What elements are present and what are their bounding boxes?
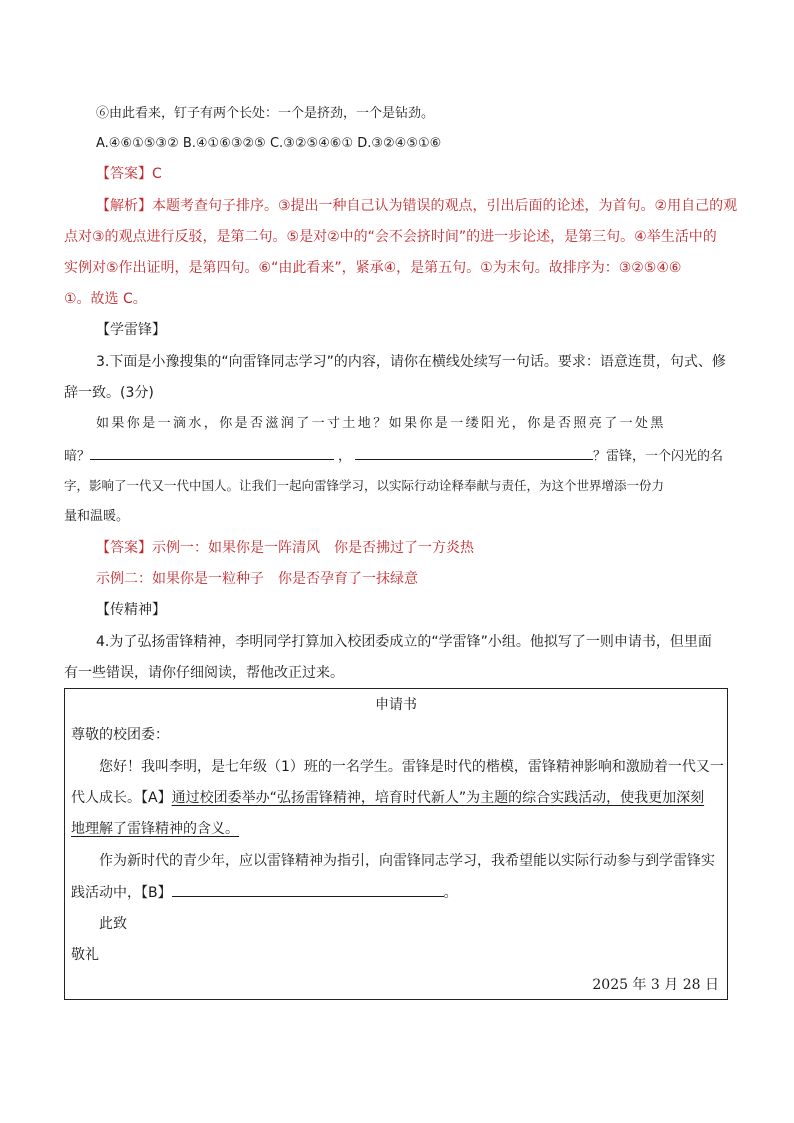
q3-passage-line-2 (64, 445, 723, 467)
q3-answer-line-1 (96, 538, 474, 558)
passage-start: 暗？ (64, 449, 91, 464)
marker-b-lead: 践活动中，【B】 (71, 885, 172, 901)
section-heading-spirit: 【传精神】 (96, 602, 166, 618)
letter-p2-line-2 (71, 882, 458, 903)
answer-blank-2[interactable] (355, 445, 593, 460)
analysis-line-2: 点对③的观点进行反驳，是第二句。⑤是对②中的“会不会挤时间”的进一步论述，是第三句。④举生活中的 (64, 229, 717, 245)
analysis-line-1 (96, 196, 737, 216)
q4-prompt-line-1: 4.为了弘扬雷锋精神，李明同学打算加入校团委成立的“学雷锋”小组。他拟写了一则申请书，但里面 (96, 634, 712, 650)
application-letter-box (64, 688, 728, 1000)
letter-closing-2: 敬礼 (71, 947, 99, 963)
q3-answer-tag: 【答案】 (96, 540, 152, 556)
q3-prompt-line-1: 3.下面是小豫搜集的“向雷锋同志学习”的内容，请你在横线处续写一句话。要求：语意连贯，句式、修 (96, 354, 726, 370)
analysis-text: 本题考查句子排序。③提出一种自己认为错误的观点，引出后面的论述，为首句。②用自己的观 (152, 198, 738, 214)
analysis-line-4: ①。故选 C。 (64, 291, 147, 307)
q4-prompt-line-2: 有一些错误，请你仔细阅读，帮他改正过来。 (64, 665, 344, 681)
letter-salutation: 尊敬的校团委： (71, 727, 169, 743)
letter-date: 2025 年 3 月 28 日 (592, 977, 719, 993)
q3-answer-example-1: 示例一：如果你是一阵清风 你是否拂过了一方炎热 (152, 540, 474, 556)
q3-passage-line-3: 字，影响了一代又一代中国人。让我们一起向雷锋学习，以实际行动诠释奉献与责任，为这个世界增添一份力 (64, 478, 665, 493)
sentence-a-underlined: 通过校团委举办“弘扬雷锋精神，培育时代新人”为主题的综合实践活动，使我更加深刻 (171, 790, 705, 806)
analysis-line-3: 实例对⑤作出证明，是第四句。⑥“由此看来”，紧承④，是第五句。①为末句。故排序为：③②⑤④⑥ (64, 260, 682, 276)
passage-comma: ， (338, 449, 352, 464)
letter-p1-line-1: 您好！我叫李明，是七年级（1）班的一名学生。雷锋是时代的楷模，雷锋精神影响和激励着一代又一 (99, 759, 724, 775)
letter-p2-end: 。 (443, 885, 458, 901)
q3-prompt-line-2: 辞一致。(3分) (64, 385, 154, 401)
letter-p1-line-2 (71, 788, 704, 808)
letter-title: 申请书 (375, 697, 417, 713)
section-heading-learn: 【学雷锋】 (96, 322, 166, 338)
answer-blank-1[interactable] (90, 445, 334, 460)
answer-value: C (152, 166, 162, 182)
q3-answer-line-2: 示例二：如果你是一粒种子 你是否孕育了一抹绿意 (96, 571, 418, 587)
q3-passage-line-1: 如果你是一滴水，你是否滋润了一寸土地？如果你是一缕阳光，你是否照亮了一处黑 (96, 416, 666, 431)
options-line: A.④⑥①⑤③② B.④①⑥③②⑤ C.③②⑤④⑥① D.③②④⑤①⑥ (96, 136, 442, 151)
analysis-tag: 【解析】 (96, 198, 152, 214)
q2-answer (96, 164, 162, 184)
q3-passage-line-4: 量和温暖。 (64, 509, 130, 524)
marker-a-lead: 代人成长。【A】 (71, 790, 172, 806)
passage-end: ？雷锋，一个闪光的名 (593, 449, 724, 464)
letter-p1-line-3: 地理解了雷锋精神的含义。 (71, 821, 239, 837)
answer-blank-b[interactable] (172, 882, 444, 897)
sentence-6: ⑥由此看来，钉子有两个长处：一个是挤劲，一个是钻劲。 (96, 106, 435, 121)
letter-closing-1: 此致 (99, 916, 127, 932)
letter-p2-line-1: 作为新时代的青少年，应以雷锋精神为指引，向雷锋同志学习，我希望能以实际行动参与到学雷锋实 (99, 853, 715, 869)
answer-tag: 【答案】 (96, 166, 152, 182)
